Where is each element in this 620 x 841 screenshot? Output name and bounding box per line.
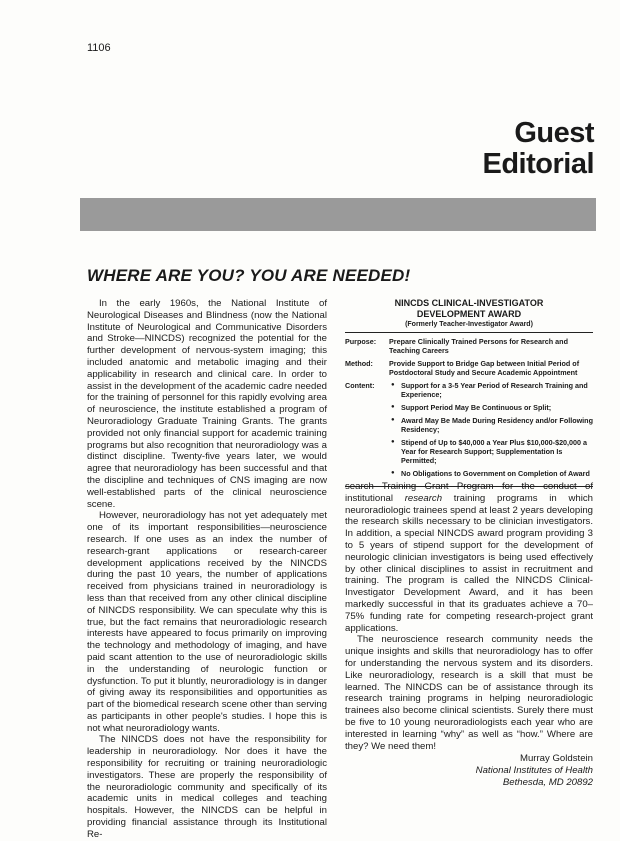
emphasis-text: research xyxy=(404,492,443,504)
award-purpose-label: Purpose: xyxy=(345,337,377,346)
paragraph: The neuroscience research community needs the unique insights and skills that neuroradiology has to offer for understanding the nervous system and its disorders. Like neuroradiology, research is a skill that must be learned. The NINCDS can be of assistance through its research training programs in helping neuroradiologic trainees also become clinical scientists. Surely there must be five to 10 young neuroradiologists each year who are interested in learning “why” as well as “how.” Where are they? We need them! xyxy=(345,634,593,752)
headline: WHERE ARE YOU? YOU ARE NEEDED! xyxy=(87,266,411,285)
left-column xyxy=(87,298,327,841)
signature-location: Bethesda, MD 20892 xyxy=(502,776,593,788)
paragraph-text: search Training Grant Program for the conduct of institutional xyxy=(345,481,593,504)
award-box xyxy=(345,298,593,487)
paragraph: The NINCDS does not have the responsibility for leadership in neuroradiology. Nor does it have the responsibility for recruiting or training neuroradiologic investigators. These are properly the responsibility of the neuroradiologic community and specifically of its academic units in medical colleges and teaching hospitals. However, the NINCDS can be helpful in providing financial assistance through its Institutional Re- xyxy=(87,734,327,840)
list-item: ● Award May Be Made During Residency and/or Following Residency; xyxy=(389,416,593,434)
paragraph-text: training programs in which neuroradiologic trainees spend at least 2 years developing the research skills necessary to be clinician investigators. In addition, a special NINCDS award program providing 3 to 5 years of stipend support for the development of neurologic clinician investigators is being used effectively by other clinical disciplines to assist in recruitment and training. The program is called the NINCDS Clinical-Investigator Development Award, and it has been markedly successful in that its graduates achieve a 70–75% funding rate for competing research-project grant applications. xyxy=(345,492,593,634)
award-divider xyxy=(345,332,593,333)
signature xyxy=(345,753,593,788)
section-title-line1: Guest xyxy=(514,117,594,149)
award-content-row xyxy=(345,381,593,482)
paragraph: However, neuroradiology has not yet adequately met one of its important responsibilities—neuroscience research. If one uses as an index the number of research-grant applications or research-career development applications received by the NINCDS during the past 10 years, the number of applications received from physicians trained in neuroradiology is less than that received from any other clinical discipline of NINCDS responsibility. We can speculate why this is true, but the fact remains that neuroradiologic research interests have appeared to focus primarily on improving the technology and methodology of imaging, and have paid scant attention to the use of neuroradiologic skills in the understanding of neurologic function or dysfunction. To put it bluntly, neuroradiology is in danger of giving away its responsibilities and opportunities as part of the biomedical research scene other than serving as participants in other people's studies. I hope this is not what neuroradiology wants. xyxy=(87,510,327,734)
award-method-text: Provide Support to Bridge Gap between Initial Period of Postdoctoral Study and Secure Academic Appointment xyxy=(389,359,580,377)
award-title-line2: DEVELOPMENT AWARD xyxy=(416,309,522,319)
list-item: ● No Obligations to Government on Completion of Award xyxy=(389,469,593,478)
award-content-label: Content: xyxy=(345,381,375,390)
right-column xyxy=(345,481,593,789)
list-item: ● Support Period May Be Continuous or Split; xyxy=(389,403,593,412)
signature-institution: National Institutes of Health xyxy=(475,765,593,777)
paragraph: In the early 1960s, the National Institute of Neurological Diseases and Blindness (now the National Institute of Neurological and Communicative Disorders and Stroke—NINCDS) recognized the potential for the further development of nervous-system imaging; this included anatomic and metabolic imaging and their applicability in research and clinical care. In order to assist in the development of the academic cadre needed for the training of personnel for this rapidly evolving area of neuroscience, the institute established a program of Neuroradiology Graduate Training Grants. The grants provided not only financial support for academic training programs but also recognition that neuroradiology was a distinct discipline. Twenty-five years later, we would agree that neuroradiology has been successful and that the discipline and techniques of CNS imaging are now well-established parts of the clinical neuroscience scene. xyxy=(87,298,327,510)
list-item: ● Stipend of Up to $40,000 a Year Plus $10,000-$20,000 a Year for Research Support; Supplementation Is Permitted; xyxy=(389,438,593,465)
header-band xyxy=(80,198,596,231)
section-title xyxy=(482,118,594,180)
award-method-row xyxy=(345,359,593,377)
award-content xyxy=(389,381,593,482)
award-title-line1: NINCDS CLINICAL-INVESTIGATOR xyxy=(394,298,544,308)
award-content-list xyxy=(389,381,593,478)
list-item: ● Support for a 3-5 Year Period of Research Training and Experience; xyxy=(389,381,593,399)
award-purpose-row xyxy=(345,337,593,355)
signature-name: Murray Goldstein xyxy=(519,753,593,765)
paragraph xyxy=(345,481,593,634)
award-subtitle: (Formerly Teacher-Investigator Award) xyxy=(405,321,533,328)
page-number: 1106 xyxy=(87,42,111,54)
award-method-label: Method: xyxy=(345,359,373,368)
award-purpose-text: Prepare Clinically Trained Persons for Research and Teaching Careers xyxy=(389,337,568,355)
section-title-line2: Editorial xyxy=(482,148,594,180)
